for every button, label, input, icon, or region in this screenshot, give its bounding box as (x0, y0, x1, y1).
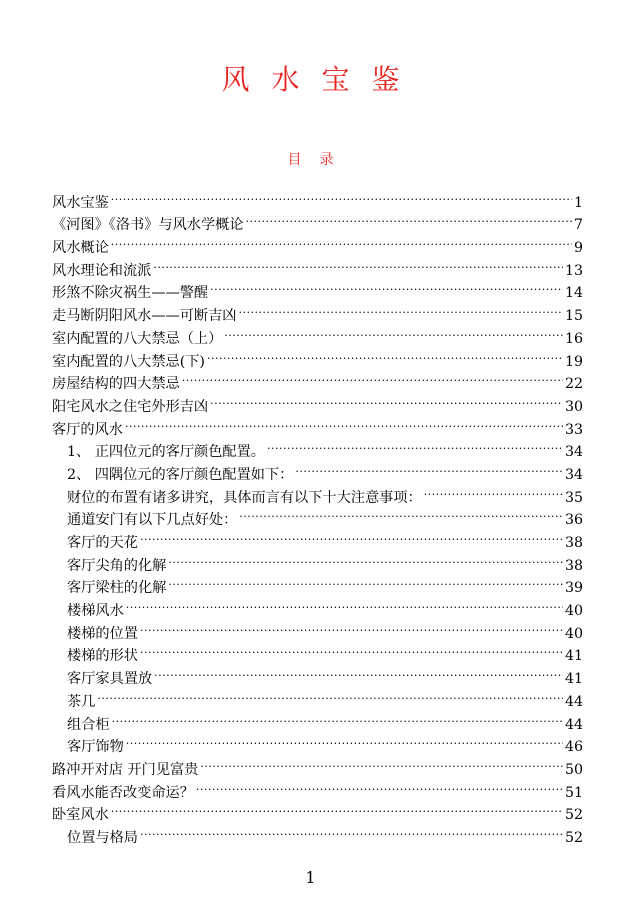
dot-leader (126, 592, 563, 615)
toc-entry-title: 风水理论和流派 (52, 262, 152, 279)
dot-leader (210, 388, 563, 411)
toc-entry-title: 室内配置的八大禁忌（上） (52, 330, 223, 347)
dot-leader (111, 229, 572, 252)
toc-entry-title: 室内配置的八大禁忌(下) (52, 353, 205, 370)
toc-entry-title: 组合柜 (67, 716, 110, 733)
toc-entry-title: 楼梯的形状 (67, 648, 138, 665)
toc-entry-page: 40 (564, 603, 583, 620)
dot-leader (238, 297, 562, 320)
toc-entry-page: 7 (573, 217, 583, 234)
toc-entry[interactable] (52, 797, 583, 824)
dot-leader (168, 570, 563, 593)
dot-leader (424, 479, 563, 502)
dot-leader (154, 660, 563, 683)
toc-entry-page: 50 (564, 761, 583, 778)
toc-entry-page: 40 (564, 625, 583, 642)
dot-leader (168, 547, 563, 570)
toc-entry-page: 22 (564, 376, 583, 393)
toc-entry-title: 客厅的天花 (67, 535, 138, 551)
toc-entry-page: 34 (564, 444, 583, 461)
toc-entry-page: 30 (564, 398, 583, 415)
toc-entry-page: 46 (564, 739, 583, 756)
toc-entry[interactable] (52, 751, 583, 778)
toc-entry[interactable] (52, 706, 583, 733)
dot-leader (207, 343, 563, 366)
toc-entry-title: 通道安门有以下几点好处： (67, 512, 238, 529)
dot-leader (239, 502, 563, 525)
dot-leader (140, 819, 563, 842)
dot-leader (224, 320, 563, 343)
toc-entry[interactable] (52, 411, 583, 438)
dot-leader (153, 252, 563, 275)
toc-entry-page: 38 (564, 535, 583, 551)
toc-entry-title: 客厅饰物 (67, 739, 124, 756)
document-title: 风水宝鉴 (221, 63, 422, 96)
toc-entry[interactable] (52, 184, 583, 211)
toc-entry-title: 走马断阴阳风水——可断吉凶 (52, 308, 237, 325)
dot-leader (125, 411, 563, 434)
toc-entry-title: 《河图》《洛书》与风水学概论 (52, 217, 244, 234)
toc-entry-title: 楼梯的位置 (67, 625, 138, 642)
dot-leader (246, 207, 572, 230)
toc-entry-page: 38 (564, 557, 583, 574)
toc-entry-page: 44 (564, 693, 583, 710)
toc-entry-title: 财位的布置有诸多讲究，具体而言有以下十大注意事项： (67, 489, 422, 506)
toc-entry-title: 卧室风水 (52, 807, 109, 824)
toc-entry-page: 36 (564, 512, 583, 529)
toc-entry-title: 阳宅风水之住宅外形吉凶 (52, 398, 209, 415)
dot-leader (140, 615, 563, 638)
dot-leader (140, 524, 563, 547)
toc-heading: 目录 (287, 152, 352, 168)
toc-entry-page: 51 (564, 784, 583, 801)
toc-entry[interactable] (52, 615, 583, 642)
toc-entry[interactable] (52, 434, 583, 461)
toc-entry[interactable] (52, 592, 583, 620)
dot-leader (126, 729, 563, 752)
toc-entry-page: 13 (564, 262, 583, 279)
toc-entry-title: 风水概论 (52, 240, 109, 257)
dot-leader (97, 683, 563, 706)
toc-entry-page: 34 (564, 466, 583, 483)
toc-entry-page: 41 (564, 671, 583, 688)
toc-entry[interactable] (52, 819, 583, 846)
toc-entry[interactable] (52, 252, 583, 279)
dot-leader (267, 434, 563, 457)
toc-entry-page: 1 (573, 194, 583, 211)
toc-entry-title: 位置与格局 (67, 829, 138, 846)
toc-entry-title: 客厅梁柱的化解 (67, 580, 167, 597)
toc-entry-page: 15 (564, 308, 583, 325)
toc-entry-title: 形煞不除灾祸生——警醒 (52, 285, 209, 302)
toc-entry-page: 44 (564, 716, 583, 733)
toc-entry-page: 19 (564, 353, 583, 370)
toc-entry[interactable] (52, 207, 583, 234)
toc-entry-title: 看风水能否改变命运？ (52, 784, 194, 801)
toc-entry[interactable] (52, 683, 583, 710)
page-number: 1 (305, 868, 316, 887)
toc-entry[interactable] (52, 229, 583, 257)
dot-leader (112, 706, 563, 729)
table-of-contents (52, 184, 583, 846)
toc-entry-page: 9 (573, 240, 583, 257)
toc-entry-page: 39 (564, 580, 583, 597)
toc-entry-title: 风水宝鉴 (52, 194, 109, 211)
toc-entry-title: 1、 正四位元的客厅颜色配置。 (67, 444, 265, 461)
toc-entry[interactable] (52, 729, 583, 756)
toc-entry-title: 2、 四隅位元的客厅颜色配置如下： (67, 466, 294, 483)
toc-entry-page: 33 (564, 421, 583, 438)
dot-leader (182, 366, 563, 389)
toc-entry-title: 路冲开对店 开门见富贵 (52, 761, 199, 778)
dot-leader (140, 638, 563, 661)
toc-entry-title: 茶几 (67, 693, 96, 710)
dot-leader (196, 774, 563, 797)
dot-leader (111, 184, 572, 207)
toc-entry-page: 52 (564, 829, 583, 846)
dot-leader (210, 275, 563, 298)
toc-entry-title: 楼梯风水 (67, 603, 124, 620)
dot-leader (295, 456, 563, 479)
toc-entry-title: 客厅家具置放 (67, 671, 153, 688)
dot-leader (200, 751, 563, 774)
dot-leader (111, 797, 563, 820)
toc-entry-title: 客厅的风水 (52, 421, 123, 438)
toc-entry-title: 客厅尖角的化解 (67, 557, 167, 574)
toc-entry-title: 房屋结构的四大禁忌 (52, 376, 180, 393)
toc-entry-page: 16 (564, 330, 583, 347)
toc-entry-page: 14 (564, 285, 583, 302)
toc-entry-page: 41 (564, 648, 583, 665)
toc-entry-page: 35 (564, 489, 583, 506)
toc-entry-page: 52 (564, 807, 583, 824)
